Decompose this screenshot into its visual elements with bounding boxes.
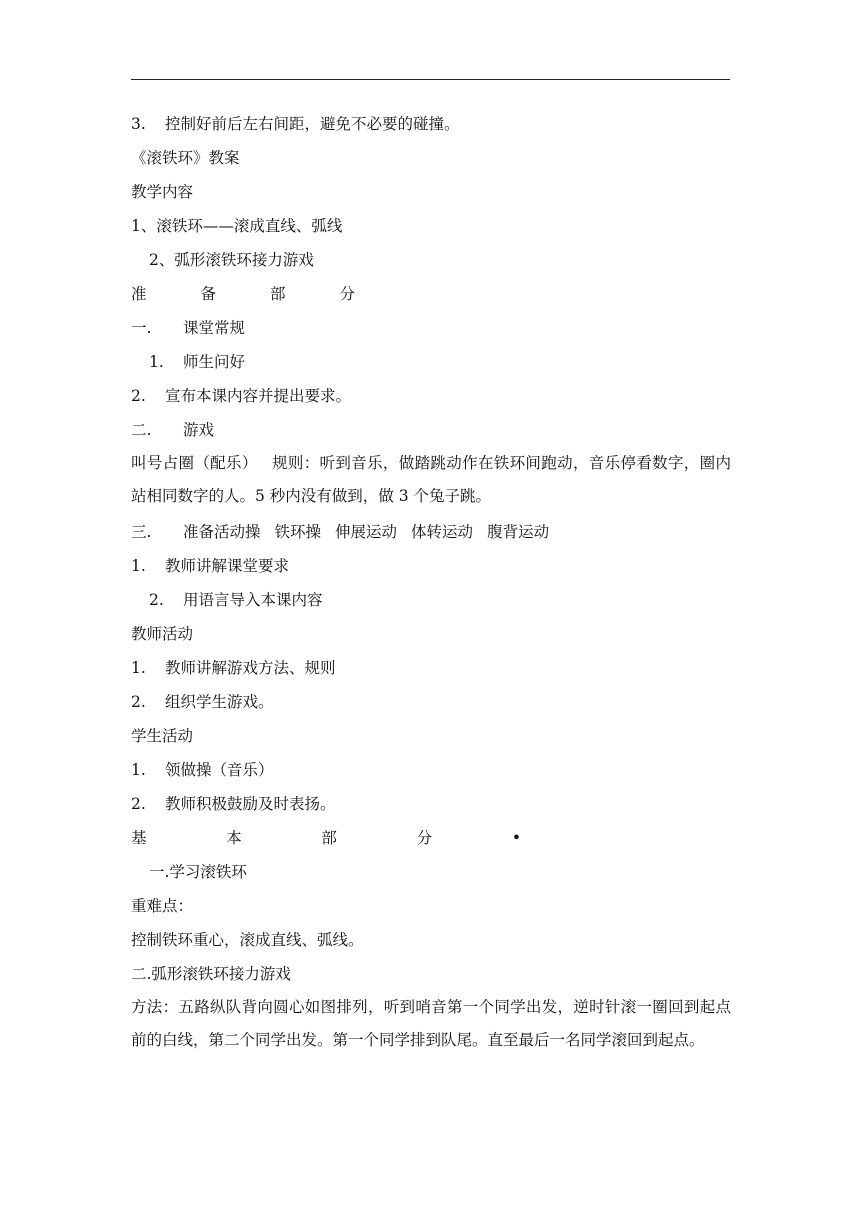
section-heading: 学生活动	[131, 727, 194, 745]
paragraph: 重难点：	[131, 897, 194, 915]
paragraph: 1、滚铁环——滚成直线、弧线	[131, 217, 343, 235]
paragraph: 二. 游戏	[131, 421, 215, 439]
lesson-title: 《滚铁环》教案	[131, 149, 240, 167]
paragraph: 2. 教师积极鼓励及时表扬。	[131, 795, 336, 813]
section-heading-prep: 准 备 部 分	[131, 285, 355, 303]
paragraph: 2. 用语言导入本课内容	[149, 591, 323, 609]
paragraph: 二.弧形滚铁环接力游戏	[131, 965, 291, 983]
paragraph: 一. 课堂常规	[131, 319, 246, 337]
paragraph: 方法：五路纵队背向圆心如图排列，听到哨音第一个同学出发，逆时针滚一圈回到起点前的白线，第二个同学出发。第一个同学排到队尾。直至最后一名同学滚回到起点。	[131, 998, 731, 1049]
section-heading: 教学内容	[131, 183, 194, 201]
paragraph: 2. 组织学生游戏。	[131, 693, 274, 711]
paragraph: 控制铁环重心，滚成直线、弧线。	[131, 931, 364, 949]
paragraph: 一.学习滚铁环	[149, 863, 247, 881]
header-rule	[131, 79, 730, 80]
document-body	[131, 107, 731, 1093]
section-heading-basic: 基 本 部 分 •	[131, 829, 521, 847]
paragraph: 1. 教师讲解游戏方法、规则	[131, 659, 336, 677]
paragraph: 1. 领做操（音乐）	[131, 761, 274, 779]
paragraph: 1. 师生问好	[149, 353, 246, 371]
paragraph: 2、弧形滚铁环接力游戏	[149, 251, 314, 269]
paragraph: 三. 准备活动操 铁环操 伸展运动 体转运动 腹背运动	[131, 523, 550, 541]
paragraph: 1. 教师讲解课堂要求	[131, 557, 290, 575]
paragraph: 叫号占圈（配乐） 规则：听到音乐，做踏跳动作在铁环间跑动，音乐停看数字，圈内站相同数字的人。5 秒内没有做到，做 3 个兔子跳。	[131, 454, 731, 505]
paragraph: 2. 宣布本课内容并提出要求。	[131, 387, 352, 405]
section-heading: 教师活动	[131, 625, 194, 643]
paragraph: 3. 控制好前后左右间距，避免不必要的碰撞。	[131, 115, 460, 133]
